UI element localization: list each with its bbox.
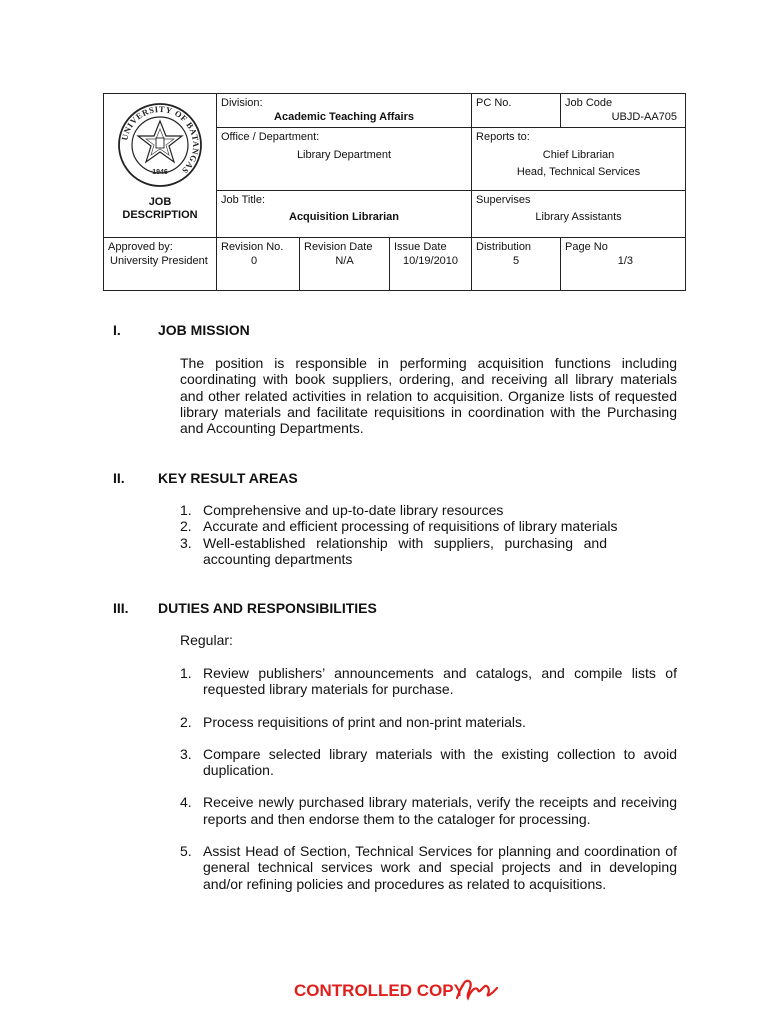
- item-text: Well-established relationship with suppliers, purchasing and accounting departments: [203, 534, 607, 567]
- key-result-areas-list: [180, 502, 677, 567]
- approved-cell: [104, 238, 217, 291]
- list-item: [180, 843, 677, 892]
- issue-value: 10/19/2010: [402, 255, 459, 267]
- section-title: KEY RESULT AREAS: [158, 470, 298, 486]
- item-number: 5.: [180, 843, 192, 860]
- jobtitle-label: Job Title:: [221, 194, 266, 206]
- division-value: Academic Teaching Affairs: [274, 111, 415, 123]
- reports-value-2: Head, Technical Services: [516, 166, 641, 178]
- revno-cell: [217, 238, 300, 291]
- division-cell: [217, 94, 472, 128]
- item-text: Process requisitions of print and non-print materials.: [203, 713, 526, 730]
- revdate-label: Revision Date: [304, 241, 373, 253]
- jobcode-cell: [561, 94, 686, 128]
- item-number: 2.: [180, 518, 192, 535]
- controlled-copy-stamp: [294, 976, 514, 1006]
- job-mission-text: The position is responsible in performing acquisition functions including coordinating with book suppliers, ordering, and receiving all library materials and other related activities in relation to acquisition. Organize lists of requested library materials and facilitate requisitions in coordination with the Purchasing and Accounting Departments.: [180, 355, 677, 437]
- revdate-value: N/A: [335, 255, 354, 267]
- section-title: JOB MISSION: [158, 322, 250, 338]
- page-cell: [561, 238, 686, 291]
- item-text: Accurate and efficient processing of requisitions of library materials: [203, 518, 618, 535]
- issue-cell: [390, 238, 472, 291]
- reports-label: Reports to:: [476, 131, 530, 143]
- supervises-value: Library Assistants: [535, 211, 622, 223]
- reports-cell: [472, 128, 686, 191]
- approved-value: University President: [110, 255, 208, 267]
- office-cell: [217, 128, 472, 191]
- pc-label: PC No.: [476, 97, 512, 109]
- list-item: [180, 502, 677, 518]
- supervises-label: Supervises: [476, 194, 531, 206]
- section-number: II.: [113, 470, 125, 486]
- list-item: [180, 714, 677, 730]
- section-number: III.: [113, 600, 129, 616]
- list-item: [180, 535, 677, 568]
- jobtitle-cell: [217, 191, 472, 238]
- page-label: Page No: [565, 241, 608, 253]
- section-key-result-areas-heading: [113, 470, 298, 486]
- division-label: Division:: [221, 97, 263, 109]
- stamp-text: CONTROLLED COPY: [294, 981, 465, 1000]
- job-description-label-1: JOB: [148, 196, 172, 208]
- distribution-value: 5: [512, 255, 520, 267]
- section-number: I.: [113, 322, 121, 338]
- jobcode-value: UBJD-AA705: [611, 111, 678, 123]
- approved-label: Approved by:: [108, 241, 173, 253]
- list-item: [180, 518, 677, 534]
- item-number: 1.: [180, 665, 192, 681]
- list-item: [180, 794, 677, 827]
- office-label: Office / Department:: [221, 131, 320, 143]
- section-title: DUTIES AND RESPONSIBILITIES: [158, 600, 377, 616]
- item-text: Receive newly purchased library materials, verify the receipts and receiving reports and then endorse them to the cataloger for processing.: [203, 794, 677, 827]
- reports-value-1: Chief Librarian: [542, 149, 615, 161]
- list-item: [180, 665, 677, 698]
- seal-ring-text: UNIVERSITY OF BATANGAS: [119, 103, 202, 177]
- page-value: 1/3: [617, 255, 634, 267]
- item-text: Assist Head of Section, Technical Services for planning and coordination of general technical services work and special projects and in developing and/or refining policies and procedures as related to acquisitions.: [203, 843, 677, 892]
- item-number: 3.: [180, 745, 192, 762]
- distribution-cell: [472, 238, 561, 291]
- job-description-label-2: DESCRIPTION: [122, 209, 198, 221]
- item-number: 1.: [180, 502, 192, 518]
- item-number: 3.: [180, 534, 192, 551]
- logo-cell: [104, 94, 217, 238]
- list-item: [180, 746, 677, 779]
- jobcode-label: Job Code: [565, 97, 613, 109]
- section-job-mission-heading: [113, 322, 250, 338]
- revno-label: Revision No.: [221, 241, 284, 253]
- item-text: Review publishers’ announcements and catalogs, and compile lists of requested library materials for purchase.: [203, 665, 677, 698]
- item-number: 2.: [180, 713, 192, 730]
- revdate-cell: [300, 238, 390, 291]
- item-number: 4.: [180, 794, 192, 811]
- section-duties-heading: [113, 600, 377, 616]
- item-text: Comprehensive and up-to-date library resources: [203, 502, 504, 518]
- issue-label: Issue Date: [394, 241, 447, 253]
- jobtitle-value: Acquisition Librarian: [289, 211, 400, 223]
- regular-subheading: Regular:: [180, 632, 233, 648]
- revno-value: 0: [251, 255, 258, 267]
- seal-year: 1946: [152, 169, 168, 176]
- distribution-label: Distribution: [476, 241, 532, 253]
- header-table: [103, 93, 686, 291]
- university-seal-logo: [116, 102, 204, 188]
- supervises-cell: [472, 191, 686, 238]
- office-value: Library Department: [296, 149, 392, 161]
- duties-list: [180, 665, 677, 908]
- pc-cell: [472, 94, 561, 128]
- item-text: Compare selected library materials with the existing collection to avoid duplication.: [203, 745, 677, 779]
